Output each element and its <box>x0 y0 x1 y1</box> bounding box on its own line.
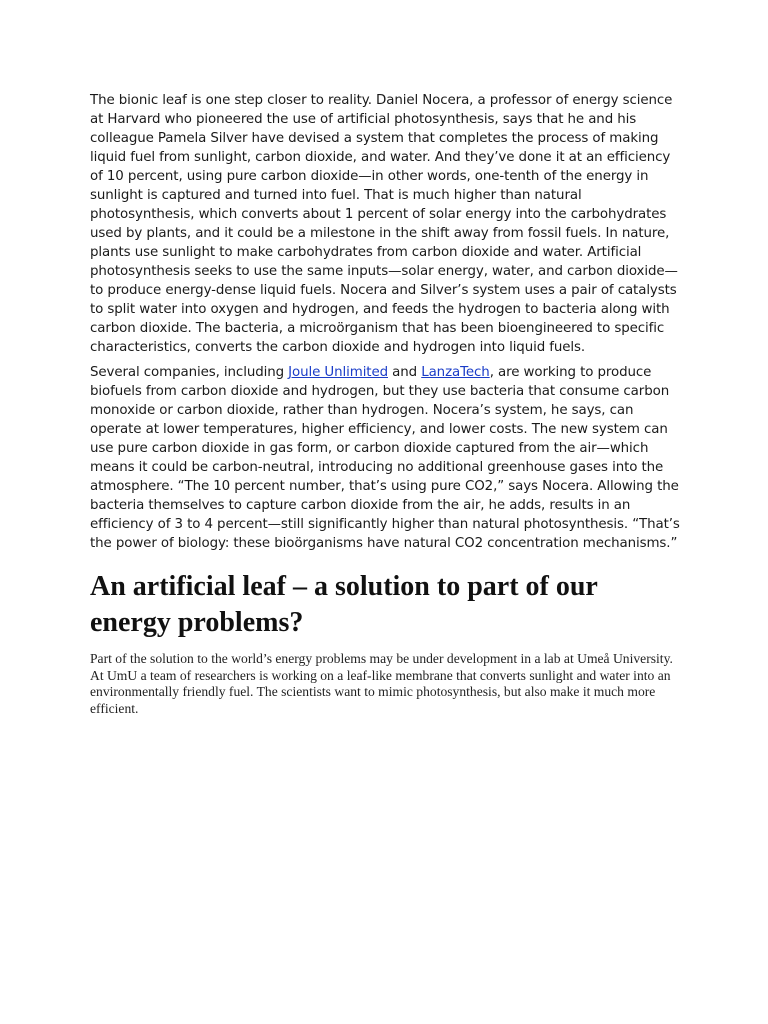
section-heading: An artificial leaf – a solution to part of our energy problems? <box>90 571 598 638</box>
link-joule-unlimited[interactable]: Joule Unlimited <box>288 365 388 380</box>
paragraph-companies-rest: , are working to produce biofuels from carbon dioxide and hydrogen, but they use bacteria that consume carbon monoxide or carbon dioxide, rather than hydrogen. Nocera’s system, he says, can operate at lower temperatures, higher efficiency, and lower costs. The new system can use pure carbon dioxide in gas form, or carbon dioxide captured from the air—which means it could be carbon-neutral, introducing no additional greenhouse gases into the atmosphere. “The 10 percent number, that’s using pure CO2,” says Nocera. Allowing the bacteria themselves to capture carbon dioxide from the air, he adds, results in an efficiency of 3 to 4 percent—still significantly higher than natural photosynthesis. “That’s the power of biology: these bioörganisms have natural CO2 concentration mechanisms.” <box>90 365 680 551</box>
document-page <box>90 91 682 717</box>
paragraph-umea: Part of the solution to the world’s energy problems may be under development in a lab at Umeå University. At UmU a team of researchers is working on a leaf-like membrane that converts sunlight and water into an environmentally friendly fuel. The scientists want to mimic photosynthesis, but also make it much more efficient. <box>90 651 673 716</box>
link-lanzatech[interactable]: LanzaTech <box>421 365 490 380</box>
paragraph-companies <box>90 363 682 553</box>
paragraph-bionic-leaf: The bionic leaf is one step closer to reality. Daniel Nocera, a professor of energy science at Harvard who pioneered the use of artificial photosynthesis, says that he and his colleague Pamela Silver have devised a system that completes the process of making liquid fuel from sunlight, carbon dioxide, and water. And they’ve done it at an efficiency of 10 percent, using pure carbon dioxide—in other words, one-tenth of the energy in sunlight is captured and turned into fuel. That is much higher than natural photosynthesis, which converts about 1 percent of solar energy into the carbohydrates used by plants, and it could be a milestone in the shift away from fossil fuels. In nature, plants use sunlight to make carbohydrates from carbon dioxide and water. Artificial photosynthesis seeks to use the same inputs—solar energy, water, and carbon dioxide—to produce energy-dense liquid fuels. Nocera and Silver’s system uses a pair of catalysts to split water into oxygen and hydrogen, and feeds the hydrogen to bacteria along with carbon dioxide. The bacteria, a microörganism that has been bioengineered to specific characteristics, converts the carbon dioxide and hydrogen into liquid fuels. <box>90 93 678 355</box>
paragraph-companies-and: and <box>388 365 422 380</box>
paragraph-companies-intro: Several companies, including <box>90 365 289 380</box>
